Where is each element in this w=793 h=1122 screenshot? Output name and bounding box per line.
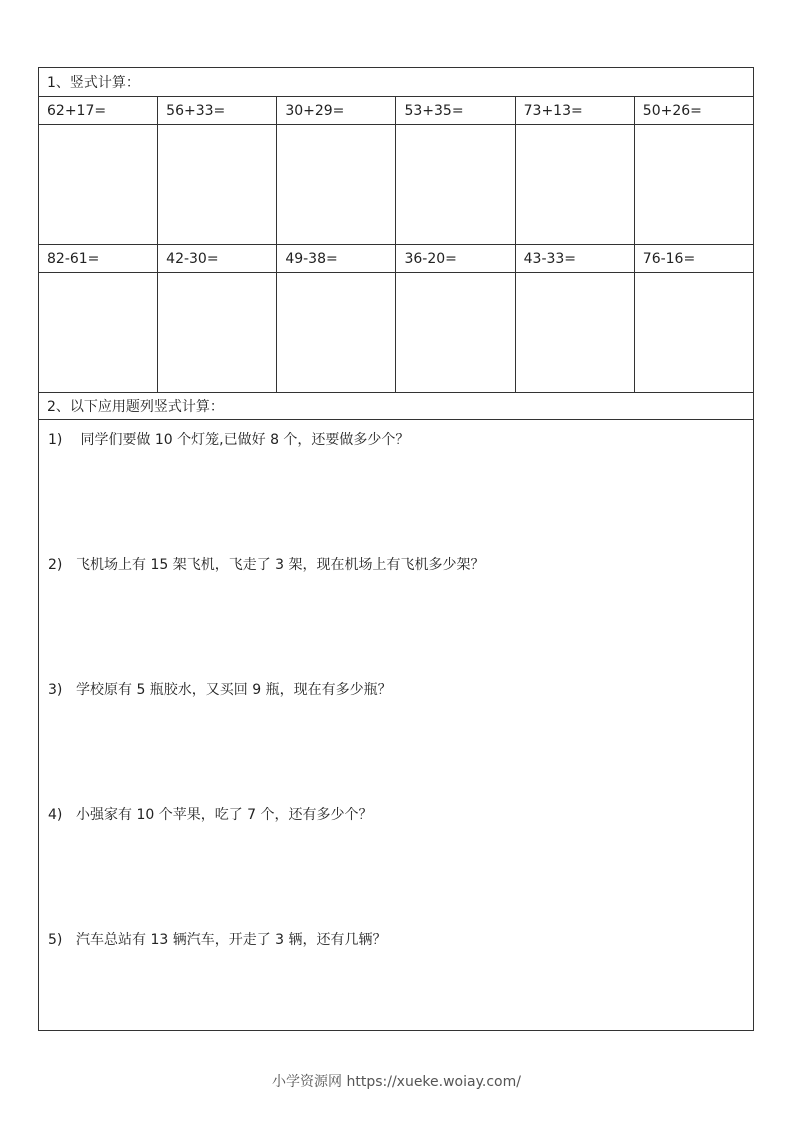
section2-title: 2、以下应用题列竖式计算： xyxy=(39,393,754,420)
equation-cell: 36-20= xyxy=(396,245,515,273)
problem-number: 5) xyxy=(48,932,63,948)
answer-space xyxy=(515,273,634,393)
answer-space xyxy=(158,125,277,245)
equation-cell: 76-16= xyxy=(634,245,753,273)
equation-cell: 50+26= xyxy=(634,97,753,125)
word-problem xyxy=(48,429,409,449)
problem-number: 3) xyxy=(48,682,63,698)
word-problems-box xyxy=(38,417,754,1031)
problem-number: 2) xyxy=(48,557,63,573)
equation-cell: 73+13= xyxy=(515,97,634,125)
word-problem xyxy=(48,679,392,699)
answer-space xyxy=(277,273,396,393)
problem-text: 飞机场上有 15 架飞机，飞走了 3 架，现在机场上有飞机多少架？ xyxy=(76,557,485,573)
answer-space xyxy=(158,273,277,393)
section1-title: 1、竖式计算： xyxy=(39,68,754,97)
answer-space xyxy=(515,125,634,245)
word-problem xyxy=(48,554,485,574)
equation-cell: 53+35= xyxy=(396,97,515,125)
footer-source: 小学资源网 https://xueke.woiay.com/ xyxy=(272,1074,521,1090)
answer-space xyxy=(39,125,158,245)
equation-cell: 42-30= xyxy=(158,245,277,273)
equation-cell: 30+29= xyxy=(277,97,396,125)
problem-text: 小强家有 10 个苹果，吃了 7 个，还有多少个？ xyxy=(76,807,373,823)
problem-text: 同学们要做 10 个灯笼,已做好 8 个，还要做多少个？ xyxy=(76,432,410,448)
equation-cell: 43-33= xyxy=(515,245,634,273)
equation-cell: 49-38= xyxy=(277,245,396,273)
problem-text: 学校原有 5 瓶胶水，又买回 9 瓶，现在有多少瓶？ xyxy=(76,682,392,698)
problem-text: 汽车总站有 13 辆汽车，开走了 3 辆，还有几辆？ xyxy=(76,932,387,948)
problem-number: 1) xyxy=(48,432,63,448)
equation-cell: 82-61= xyxy=(39,245,158,273)
answer-space xyxy=(396,273,515,393)
word-problem xyxy=(48,804,373,824)
answer-space xyxy=(277,125,396,245)
equation-cell: 62+17= xyxy=(39,97,158,125)
calculation-table xyxy=(38,67,754,420)
word-problem xyxy=(48,929,387,949)
answer-space xyxy=(634,273,753,393)
equation-cell: 56+33= xyxy=(158,97,277,125)
problem-number: 4) xyxy=(48,807,63,823)
answer-space xyxy=(396,125,515,245)
answer-space xyxy=(634,125,753,245)
answer-space xyxy=(39,273,158,393)
